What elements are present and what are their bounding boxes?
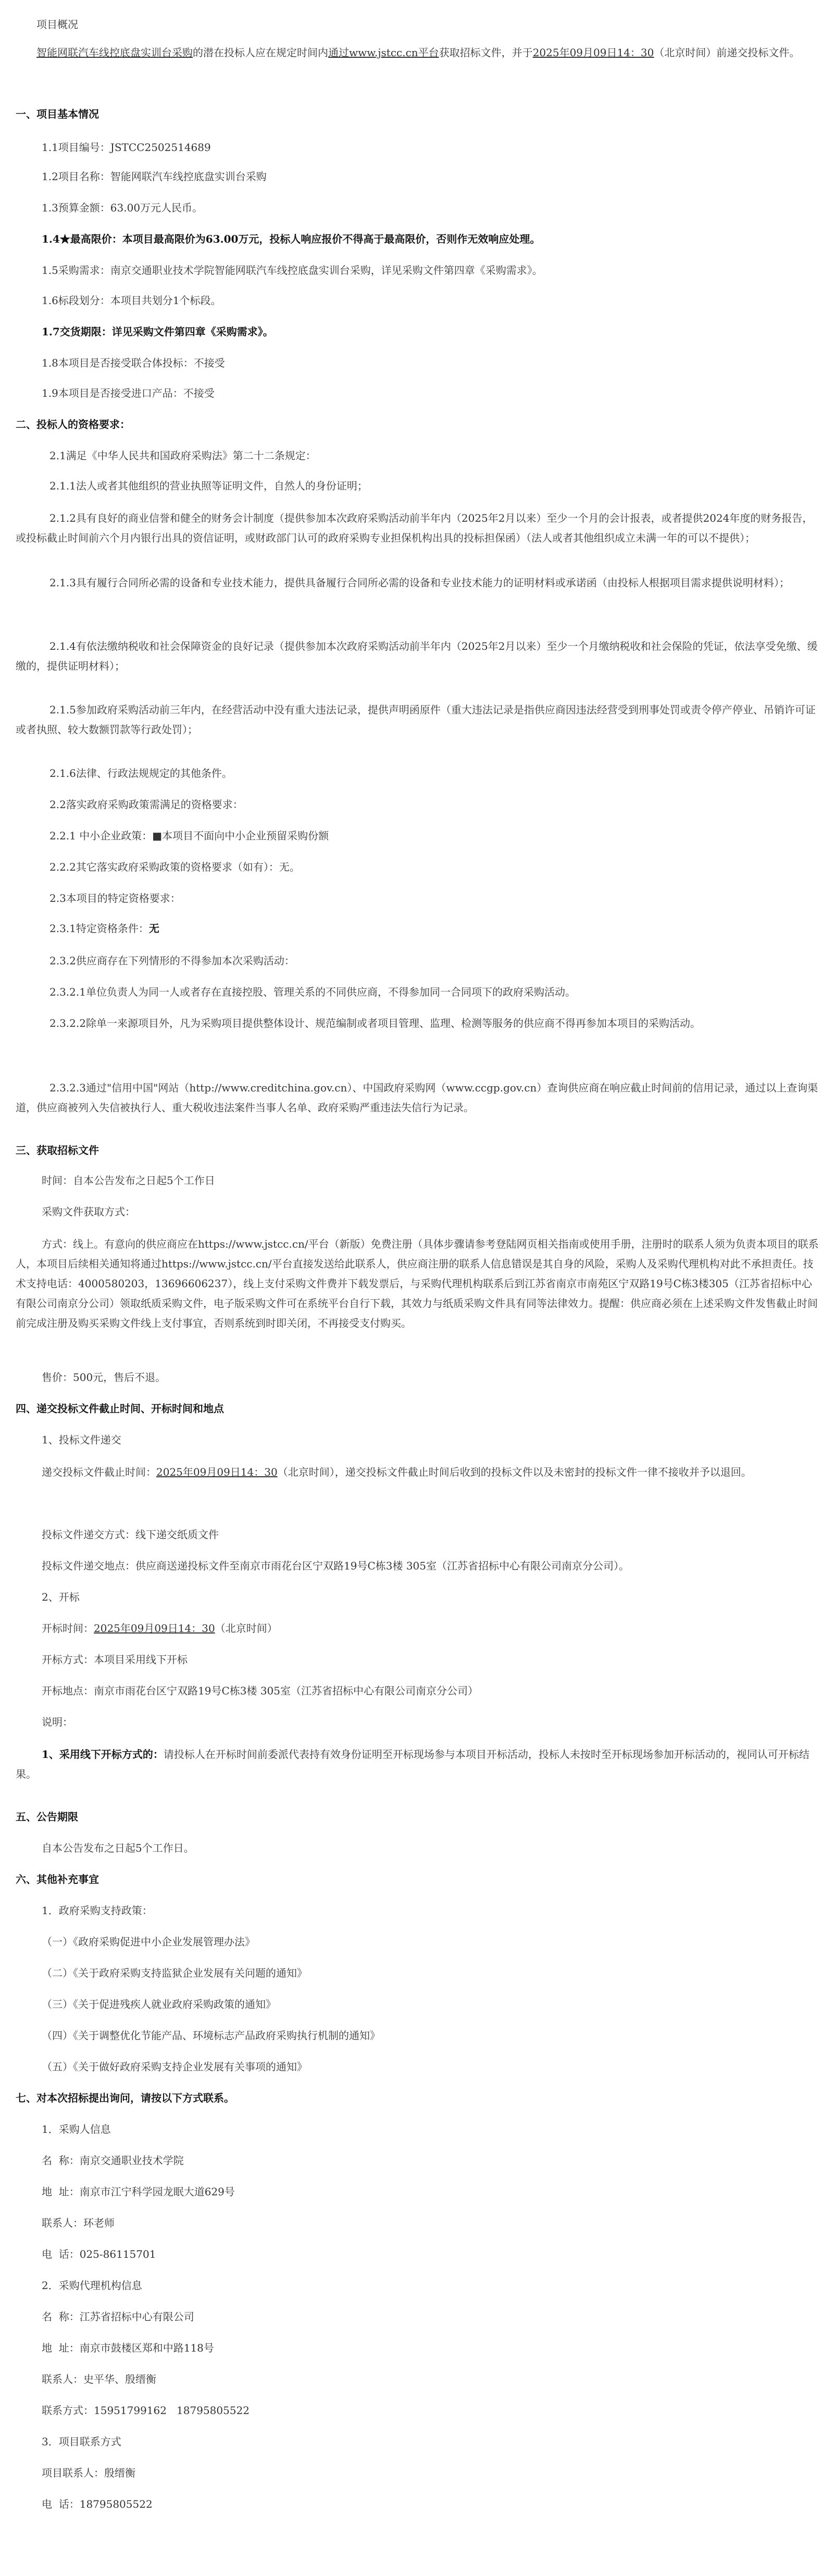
get-docs-method: 方式：线上。有意向的供应商应在https://www.jstcc.cn/平台（新版）免费注册（具体步骤请参考登陆网页相关指南或使用手册，注册时的联系人须为负责本项目的联系人，本项目后续相关通知将通过https://www.jstcc.cn/平台直接发送给此联系人，供应商注册的联系人信息错误是其自身的风险，采购人及采购代理机构对此不承担责任。技术支持电话：4000580203，13696606237），线上支付采购文件费并下载发票后，与采购代理机构联系后到江苏省南京市南苑区宁双路19号C栋3楼305（江苏省招标中心有限公司南京分公司）领取纸质采购文件，电子版采购文件可在系统平台自行下载，其效力与纸质采购文件具有同等法律效力。提醒：供应商必须在上述采购文件发售截止时间前完成注册及购买采购文件线上支付事宜，否则系统到时即关闭，不再接受支付购买。 xyxy=(16,1238,819,1329)
submit-place: 投标文件递交地点：供应商送递投标文件至南京市雨花台区宁双路19号C栋3楼 305室（江苏省招标中心有限公司南京分公司）。 xyxy=(42,1560,630,1572)
section-2-heading: 二、投标人的资格要求： xyxy=(16,418,130,431)
intro-text-2: 获取招标文件，并于 xyxy=(439,46,533,59)
section-3-heading: 三、获取招标文件 xyxy=(16,1144,99,1157)
opening-time-link[interactable]: 2025年09月09日14：30 xyxy=(94,1622,215,1635)
project-contact-person: 项目联系人：殷缙衡 xyxy=(42,2467,135,2479)
item-1-6: 1.6标段划分：本项目共划分1个标段。 xyxy=(42,294,221,307)
opening-note-bold: 1、采用线下开标方式的： xyxy=(42,1748,164,1761)
item-1-9: 1.9本项目是否接受进口产品：不接受 xyxy=(42,387,215,399)
policy-item: （二）《关于政府采购支持监狱企业发展有关问题的通知》 xyxy=(42,1967,307,1979)
get-docs-method-label: 采购文件获取方式： xyxy=(42,1205,135,1218)
notice-period: 自本公告发布之日起5个工作日。 xyxy=(42,1842,194,1854)
deadline-link[interactable]: 2025年09月09日14：30 xyxy=(532,46,654,59)
opening-time-text: （北京时间） xyxy=(215,1622,278,1635)
section-1-heading: 一、项目基本情况 xyxy=(16,108,99,120)
platform-link[interactable]: 通过www.jstcc.cn平台 xyxy=(328,46,439,59)
section-6-heading: 六、其他补充事宜 xyxy=(16,1873,99,1886)
submit-subheading: 1、投标文件递交 xyxy=(42,1434,121,1446)
item-2-3-2-3: 2.3.2.3通过"信用中国"网站（http://www.creditchina.gov.cn）、中国政府采购网（www.ccgp.gov.cn）查询供应商在响应截止时间前的信用记录，通过以上查询渠道，供应商被列入失信被执行人、重大税收违法案件当事人名单、政府采购严重违法失信行为记录。 xyxy=(16,1082,818,1114)
item-1-8: 1.8本项目是否接受联合体投标：不接受 xyxy=(42,357,225,369)
agent-phone: 联系方式：15951799162 18795805522 xyxy=(42,2404,250,2417)
item-2-2-1: 2.2.1 中小企业政策：■本项目不面向中小企业预留采购份额 xyxy=(49,830,329,842)
policy-item: （一）《政府采购促进中小企业发展管理办法》 xyxy=(42,1936,255,1948)
item-2-1-3: 2.1.3具有履行合同所必需的设备和专业技术能力，提供具备履行合同所必需的设备和专业技术能力的证明材料或承诺函（由投标人根据项目需求提供说明材料）； xyxy=(49,576,790,589)
opening-time xyxy=(42,1618,820,1638)
opening-method: 开标方式：本项目采用线下开标 xyxy=(42,1653,188,1666)
policy-item: （四）《关于调整优化节能产品、环境标志产品政府采购执行机制的通知》 xyxy=(42,2029,380,2042)
item-2-1: 2.1满足《中华人民共和国政府采购法》第二十二条规定： xyxy=(49,449,316,462)
submit-deadline-text: （北京时间），递交投标文件截止时间后收到的投标文件以及未密封的投标文件一律不接收并予以退回。 xyxy=(277,1466,752,1478)
intro-text-1: 的潜在投标人应在规定时间内 xyxy=(193,46,328,59)
opening-time-label: 开标时间： xyxy=(42,1622,94,1635)
item-2-3-2: 2.3.2供应商存在下列情形的不得参加本次采购活动： xyxy=(49,954,295,967)
item-1-2: 1.2项目名称：智能网联汽车线控底盘实训台采购 xyxy=(42,170,267,183)
item-1-4-price-cap: 1.4★最高限价：本项目最高限价为63.00万元，投标人响应报价不得高于最高限价，否则作无效响应处理。 xyxy=(42,233,541,245)
submit-deadline-label: 递交投标文件截止时间： xyxy=(42,1466,156,1478)
item-2-1-1: 2.1.1法人或者其他组织的营业执照等证明文件，自然人的身份证明； xyxy=(49,480,368,492)
item-2-3-2-1: 2.3.2.1单位负责人为同一人或者存在直接控股、管理关系的不同供应商，不得参加同一合同项下的政府采购活动。 xyxy=(49,986,576,998)
section-4-heading: 四、递交投标文件截止时间、开标时间和地点 xyxy=(16,1402,224,1415)
item-2-3-1-value: 无 xyxy=(148,922,159,935)
section-7-heading: 七、对本次招标提出询问，请按以下方式联系。 xyxy=(16,2092,234,2104)
opening-note-text: 请投标人在开标时间前委派代表持有效身份证明至开标现场参与本项目开标活动，投标人未按时至开标现场参加开标活动的，视同认可开标结果。 xyxy=(16,1748,809,1780)
item-1-1: 1.1项目编号：JSTCC2502514689 xyxy=(42,141,211,154)
agent-subheading: 2．采购代理机构信息 xyxy=(42,2279,142,2292)
buyer-name: 名 称：南京交通职业技术学院 xyxy=(42,2154,184,2167)
agent-contact: 联系人：史平华、殷缙衡 xyxy=(42,2373,156,2385)
item-2-1-2: 2.1.2具有良好的商业信誉和健全的财务会计制度（提供参加本次政府采购活动前半年内（2025年2月以来）至少一个月的会计报表，或者提供2024年度的财务报告，或投标截止时间前六个月内银行出具的资信证明，或财政部门认可的政府采购专业担保机构出具的投标担保函）（法人或者其他组织成立未满一年的可以不提供）； xyxy=(16,512,813,544)
project-contact-subheading: 3．项目联系方式 xyxy=(42,2435,121,2448)
item-2-3: 2.3本项目的特定资格要求： xyxy=(49,892,181,904)
intro-paragraph xyxy=(16,43,820,62)
item-2-2-2: 2.2.2其它落实政府采购政策的资格要求（如有）：无。 xyxy=(49,861,300,873)
agent-address: 地 址：南京市鼓楼区郑和中路118号 xyxy=(42,2342,214,2354)
note-label: 说明： xyxy=(42,1716,73,1728)
agent-name: 名 称：江苏省招标中心有限公司 xyxy=(42,2310,194,2323)
get-docs-time: 时间：自本公告发布之日起5个工作日 xyxy=(42,1174,215,1187)
policy-subheading: 1．政府采购支持政策： xyxy=(42,1904,153,1917)
policy-item: （五）《关于做好政府采购支持企业发展有关事项的通知》 xyxy=(42,2060,307,2073)
item-2-1-6: 2.1.6法律、行政法规规定的其他条件。 xyxy=(49,767,232,780)
intro-text-3: （北京时间）前递交投标文件。 xyxy=(654,46,800,59)
project-name-link[interactable]: 智能网联汽车线控底盘实训台采购 xyxy=(36,46,193,59)
opening-note xyxy=(16,1744,820,1784)
buyer-subheading: 1．采购人信息 xyxy=(42,2123,111,2135)
section-5-heading: 五、公告期限 xyxy=(16,1811,78,1823)
item-2-1-4: 2.1.4有依法缴纳税收和社会保障资金的良好记录（提供参加本次政府采购活动前半年内（2025年2月以来）至少一个月缴纳税收和社会保险的凭证，依法享受免缴、缓缴的，提供证明材料）； xyxy=(16,640,818,672)
submit-deadline xyxy=(16,1462,820,1482)
item-1-5: 1.5采购需求：南京交通职业技术学院智能网联汽车线控底盘实训台采购，详见采购文件第四章《采购需求》。 xyxy=(42,264,543,277)
item-2-1-5: 2.1.5参加政府采购活动前三年内，在经营活动中没有重大违法记录，提供声明函原件（重大违法记录是指供应商因违法经营受到刑事处罚或责令停产停业、吊销许可证或者执照、较大数额罚款等行政处罚）； xyxy=(16,703,816,736)
buyer-contact: 联系人：环老师 xyxy=(42,2217,115,2229)
buyer-address: 地 址：南京市江宁科学园龙眠大道629号 xyxy=(42,2185,235,2198)
item-2-3-1-label: 2.3.1特定资格条件： xyxy=(49,922,149,935)
opening-subheading: 2、开标 xyxy=(42,1591,80,1603)
submit-deadline-link[interactable]: 2025年09月09日14：30 xyxy=(156,1466,278,1478)
overview-label: 项目概况 xyxy=(36,18,78,31)
opening-place: 开标地点：南京市雨花台区宁双路19号C栋3楼 305室（江苏省招标中心有限公司南京分公司） xyxy=(42,1685,479,1697)
docs-price: 售价：500元，售后不退。 xyxy=(42,1371,166,1384)
item-1-3: 1.3预算金额：63.00万元人民币。 xyxy=(42,202,203,214)
project-contact-phone: 电 话：18795805522 xyxy=(42,2498,153,2510)
item-2-3-2-2: 2.3.2.2除单一来源项目外，凡为采购项目提供整体设计、规范编制或者项目管理、监理、检测等服务的供应商不得再参加本项目的采购活动。 xyxy=(49,1017,701,1029)
item-2-2: 2.2落实政府采购政策需满足的资格要求： xyxy=(49,798,243,811)
buyer-phone: 电 话：025-86115701 xyxy=(42,2248,156,2260)
item-1-7: 1.7交货期限：详见采购文件第四章《采购需求》。 xyxy=(42,325,273,338)
policy-item: （三）《关于促进残疾人就业政府采购政策的通知》 xyxy=(42,1998,276,2010)
item-2-3-1 xyxy=(16,919,820,938)
submit-method: 投标文件递交方式：线下递交纸质文件 xyxy=(42,1528,219,1541)
